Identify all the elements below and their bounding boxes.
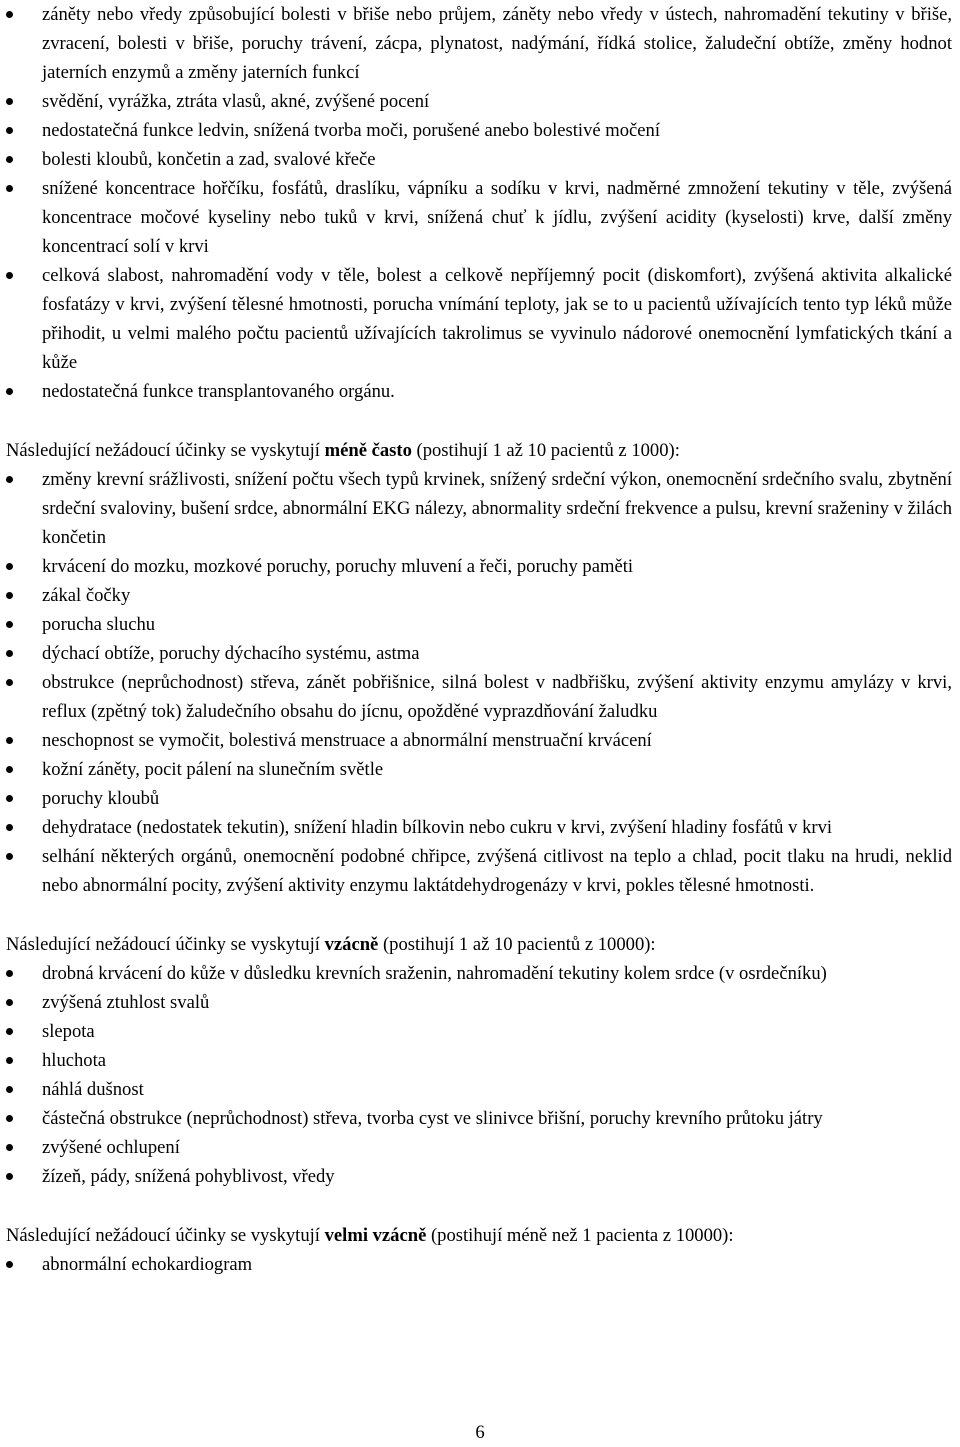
list-item: zvýšená ztuhlost svalů	[6, 988, 952, 1017]
list-item: nedostatečná funkce transplantovaného orgánu.	[6, 377, 952, 406]
list-item: neschopnost se vymočit, bolestivá menstruace a abnormální menstruační krvácení	[6, 726, 952, 755]
list-item: obstrukce (neprůchodnost) střeva, zánět pobřišnice, silná bolest v nadbřišku, zvýšení aktivity enzymu amylázy v krvi, reflux (zpětný tok) žaludečního obsahu do jícnu, opožděné vyprazdňování žaludku	[6, 668, 952, 726]
list-item: abnormální echokardiogram	[6, 1250, 952, 1279]
side-effects-list-very-rare	[6, 1250, 952, 1279]
list-item: zvýšené ochlupení	[6, 1133, 952, 1162]
list-item: celková slabost, nahromadění vody v těle, bolest a celkově nepříjemný pocit (diskomfort), zvýšená aktivita alkalické fosfatázy v krvi, zvýšení tělesné hmotnosti, porucha vnímání teploty, jak se to u pacientů užívajících tento typ léků může přihodit, u velmi malého počtu pacientů užívajících takrolimus se vyvinulo nádorové onemocnění lymfatických tkání a kůže	[6, 261, 952, 377]
list-item: žízeň, pády, snížená pohyblivost, vředy	[6, 1162, 952, 1191]
side-effects-list-rare	[6, 959, 952, 1191]
list-item: slepota	[6, 1017, 952, 1046]
side-effects-list-common	[6, 0, 952, 406]
list-item: svědění, vyrážka, ztráta vlasů, akné, zvýšené pocení	[6, 87, 952, 116]
list-item: poruchy kloubů	[6, 784, 952, 813]
frequency-label: méně často	[324, 440, 412, 461]
frequency-label: velmi vzácně	[324, 1225, 427, 1246]
section-intro-rare: Následující nežádoucí účinky se vyskytují vzácně (postihují 1 až 10 pacientů z 10000):	[6, 934, 656, 955]
list-item: záněty nebo vředy způsobující bolesti v břiše nebo průjem, záněty nebo vředy v ústech, nahromadění tekutiny v břiše, zvracení, bolesti v břiše, poruchy trávení, zácpa, plynatost, nadýmání, řídká stolice, žaludeční obtíže, změny hodnot jaterních enzymů a změny jaterních funkcí	[6, 0, 952, 87]
section-intro-uncommon: Následující nežádoucí účinky se vyskytují méně často (postihují 1 až 10 pacientů z 1000):	[6, 440, 680, 461]
list-item: drobná krvácení do kůže v důsledku krevních sraženin, nahromadění tekutiny kolem srdce (v osrdečníku)	[6, 959, 952, 988]
list-item: krvácení do mozku, mozkové poruchy, poruchy mluvení a řeči, poruchy paměti	[6, 552, 952, 581]
frequency-label: vzácně	[324, 934, 379, 955]
list-item: částečná obstrukce (neprůchodnost) střeva, tvorba cyst ve slinivce břišní, poruchy krevního průtoku játry	[6, 1104, 952, 1133]
list-item: bolesti kloubů, končetin a zad, svalové křeče	[6, 145, 952, 174]
list-item: zákal čočky	[6, 581, 952, 610]
list-item: náhlá dušnost	[6, 1075, 952, 1104]
list-item: kožní záněty, pocit pálení na slunečním světle	[6, 755, 952, 784]
list-item: dýchací obtíže, poruchy dýchacího systému, astma	[6, 639, 952, 668]
list-item: selhání některých orgánů, onemocnění podobné chřipce, zvýšená citlivost na teplo a chlad, pocit tlaku na hrudi, neklid nebo abnormální pocity, zvýšení aktivity enzymu laktátdehydrogenázy v krvi, pokles tělesné hmotnosti.	[6, 842, 952, 900]
list-item: dehydratace (nedostatek tekutin), snížení hladin bílkovin nebo cukru v krvi, zvýšení hladiny fosfátů v krvi	[6, 813, 952, 842]
list-item: hluchota	[6, 1046, 952, 1075]
side-effects-list-uncommon	[6, 465, 952, 900]
page-number: 6	[475, 1422, 485, 1443]
list-item: snížené koncentrace hořčíku, fosfátů, draslíku, vápníku a sodíku v krvi, nadměrné zmnožení tekutiny v těle, zvýšená koncentrace močové kyseliny nebo tuků v krvi, snížená chuť k jídlu, zvýšení acidity (kyselosti) krve, další změny koncentrací solí v krvi	[6, 174, 952, 261]
list-item: změny krevní srážlivosti, snížení počtu všech typů krvinek, snížený srdeční výkon, onemocnění srdečního svalu, zbytnění srdeční svaloviny, bušení srdce, abnormální EKG nálezy, abnormality srdeční frekvence a pulsu, krevní sraženiny v žilách končetin	[6, 465, 952, 552]
list-item: porucha sluchu	[6, 610, 952, 639]
section-intro-very-rare: Následující nežádoucí účinky se vyskytují velmi vzácně (postihují méně než 1 pacienta z 10000):	[6, 1225, 734, 1246]
list-item: nedostatečná funkce ledvin, snížená tvorba moči, porušené anebo bolestivé močení	[6, 116, 952, 145]
